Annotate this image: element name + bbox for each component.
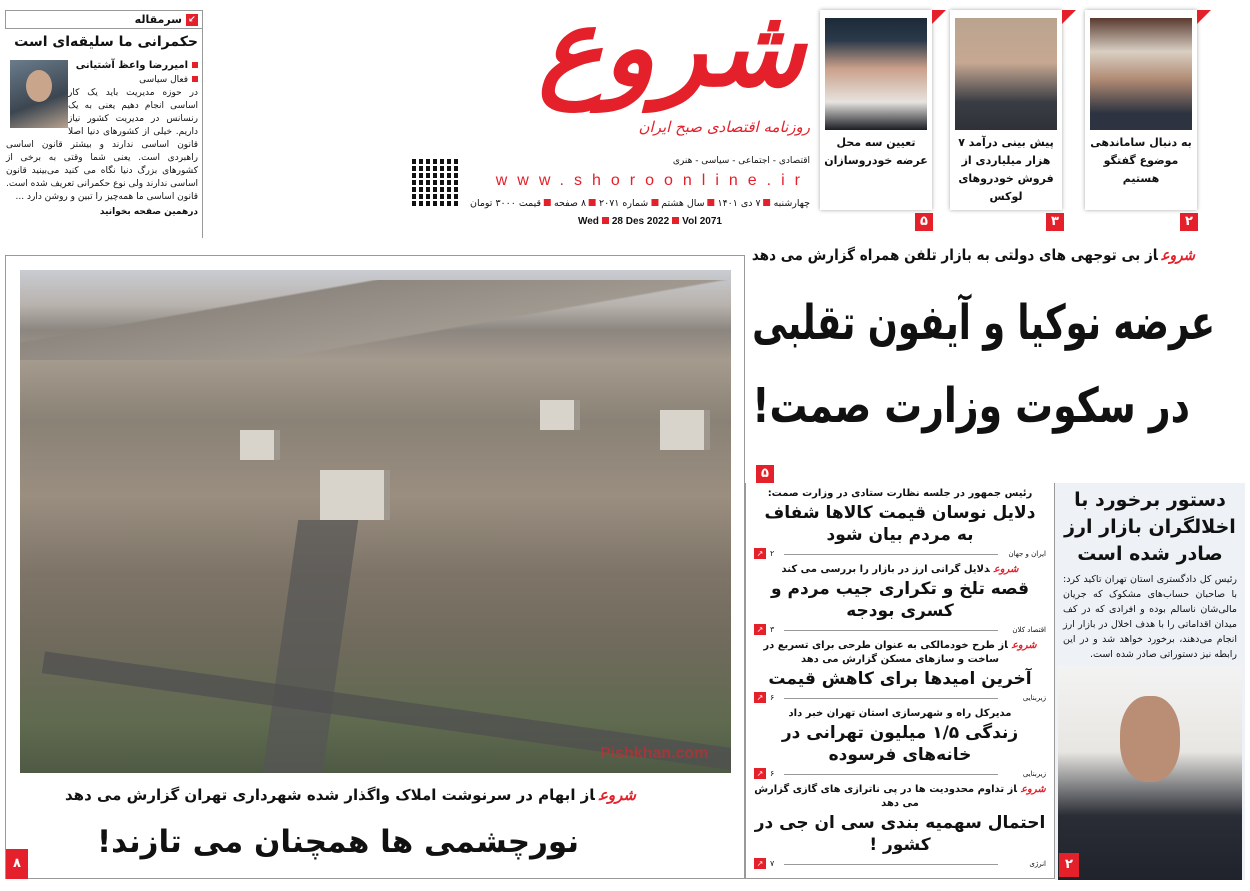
teaser-text: به دنبال ساماندهی موضوع گفتگو هستیم bbox=[1090, 136, 1192, 185]
slogan: روزنامه اقتصادی صبح ایران bbox=[638, 118, 810, 136]
news-headline[interactable]: قصه تلخ و تکراری جیب مردم و کسری بودجه bbox=[771, 579, 1029, 621]
editorial-role: فعال سیاسی bbox=[6, 73, 198, 87]
news-kicker: شروعدلایل گرانی ارز در بازار را بررسی می کند bbox=[781, 564, 1019, 575]
arrow-icon[interactable]: ↗ bbox=[754, 768, 766, 779]
news-footer: زیربنایی ۶ ↗ bbox=[754, 692, 1046, 704]
teaser-text: تعیین سه محل عرضه خودروسازان bbox=[824, 136, 928, 167]
teaser-text: پیش بینی درآمد ۷ هزار میلیاردی از فروش خودروهای لوکس bbox=[958, 136, 1054, 203]
page-badge: ۲ bbox=[1180, 213, 1198, 231]
corner-mark bbox=[1062, 10, 1076, 24]
page-badge: ۲ bbox=[1059, 853, 1079, 877]
corner-mark bbox=[1197, 10, 1211, 24]
lead-kicker: شروعاز بی توجهی های دولتی به بازار تلفن همراه گزارش می دهد bbox=[751, 246, 1195, 264]
issue-info-en: Wed 28 Des 2022 Vol 2071 bbox=[577, 216, 722, 227]
editorial-content bbox=[6, 58, 198, 217]
page-badge: ۵ bbox=[915, 213, 933, 231]
issue-info-fa: چهارشنبه۷ دی ۱۴۰۱سال هشتمشماره ۲۰۷۱۸ صفحهقیمت ۳۰۰۰ تومان bbox=[469, 198, 810, 209]
page-badge: ۵ bbox=[756, 465, 774, 483]
arrow-icon[interactable]: ↗ bbox=[754, 624, 766, 635]
side-story-body: رئیس کل دادگستری استان تهران تاکید کرد: با صاحبان حساب‌های مشکوک که جریان مالی‌شان ناسالم بوده و افرادی که در کف میدان اقداماتی را با هدف اخلال در بازار ارز انجام می‌دهند، برخورد خواهد شد و در این رابطه نیز دستوراتی صادر شده است. bbox=[1063, 574, 1237, 660]
teaser-photo bbox=[955, 18, 1057, 130]
categories: اقتصادی - اجتماعی - سیاسی - هنری bbox=[672, 156, 810, 166]
news-kicker: مدیرکل راه و شهرسازی استان تهران خبر داد bbox=[788, 708, 1012, 719]
qr-code-icon bbox=[412, 158, 460, 206]
news-footer: ایران و جهان ۲ ↗ bbox=[754, 548, 1046, 560]
side-story-headline[interactable]: دستور برخورد با اخلالگران بازار ارز صادر شده است bbox=[1064, 489, 1236, 565]
side-story bbox=[1055, 483, 1245, 880]
editorial-section: سرمقاله bbox=[134, 13, 182, 26]
arrow-icon: ↙ bbox=[186, 14, 198, 26]
news-headline[interactable]: آخرین امیدها برای کاهش قیمت bbox=[768, 669, 1032, 689]
lead-headline-line1[interactable]: عرضه نوکیا و آیفون تقلبی bbox=[752, 295, 1215, 351]
arrow-icon[interactable]: ↗ bbox=[754, 692, 766, 703]
editorial-header bbox=[5, 10, 203, 29]
editorial-body: رنسانس در مدیریت کشور نیاز داریم. خیلی از کشورهای دنیا اصلا قانون اساسی ندارند و بیشتر قانون اساسی راهبردی است. یعنی شما وقتی به برخی از کشورهای بزرگ دنیا نگاه می کنید می‌بینید قانون اساسی ندارند ولی نوع حکمرانی تعریف شده است. قانون اساسی ما همه‌چیز را تبین و روشن دارد ... bbox=[6, 114, 198, 202]
news-headline[interactable]: دلایل نوسان قیمت کالاها شفاف به مردم بیان شود bbox=[764, 503, 1036, 545]
photo-story-headline[interactable]: نورچشمی ها همچنان می تازند! bbox=[97, 824, 579, 860]
news-column bbox=[745, 483, 1055, 879]
arrow-icon[interactable]: ↗ bbox=[754, 548, 766, 559]
editorial-body-intro: در حوزه مدیریت باید یک کار اساسی انجام دهیم یعنی به یک bbox=[68, 88, 198, 111]
news-footer: اقتصاد کلان ۳ ↗ bbox=[754, 624, 1046, 636]
read-more-link[interactable]: درهمین صفحه بخوانید bbox=[99, 207, 198, 217]
news-headline[interactable]: احتمال سهمیه بندی سی ان جی در کشور ! bbox=[754, 813, 1046, 855]
teaser-card[interactable] bbox=[820, 10, 932, 210]
news-headline[interactable]: زندگی ۱/۵ میلیون تهرانی در خانه‌های فرسوده bbox=[781, 723, 1019, 765]
website-url[interactable]: www.shoroonline.ir bbox=[495, 172, 810, 189]
teaser-photo bbox=[1090, 18, 1192, 130]
arrow-icon[interactable]: ↗ bbox=[754, 858, 766, 869]
lead-headline-line2[interactable]: در سکوت وزارت صمت! bbox=[752, 378, 1190, 434]
photo-story-kicker: شروعاز ابهام در سرنوشت املاک واگذار شده شهرداری تهران گزارش می دهد bbox=[65, 786, 636, 804]
watermark: Pishkhan.com bbox=[600, 745, 709, 762]
teaser-card[interactable] bbox=[950, 10, 1062, 210]
author-photo bbox=[10, 60, 68, 128]
corner-mark bbox=[932, 10, 946, 24]
editorial-title[interactable]: حکمرانی ما سلیقه‌ای است bbox=[14, 34, 198, 50]
editorial-author: امیررضا واعظ آشتیانی bbox=[6, 58, 198, 73]
news-kicker: رئیس جمهور در جلسه نظارت ستادی در وزارت صمت: bbox=[767, 488, 1033, 499]
editorial-box bbox=[5, 10, 203, 238]
news-footer: زیربنایی ۶ ↗ bbox=[754, 768, 1046, 780]
teaser-photo bbox=[825, 18, 927, 130]
tehran-aerial-photo bbox=[20, 270, 731, 773]
page-badge: ۳ bbox=[1046, 213, 1064, 231]
teaser-card[interactable] bbox=[1085, 10, 1197, 210]
page-badge: ۸ bbox=[6, 849, 28, 879]
news-kicker: شروعاز طرح خودمالکی به عنوان طرحی برای تسریع در ساخت و سازهای مسکن گزارش می دهد bbox=[763, 640, 1037, 665]
news-footer: انرژی ۷ ↗ bbox=[754, 858, 1046, 870]
newspaper-logo[interactable]: شروع bbox=[538, 0, 805, 111]
photo-story bbox=[5, 255, 745, 879]
news-kicker: شروعاز تداوم محدودیت ها در پی ناترازی های گازی گزارش می دهد bbox=[754, 784, 1046, 809]
side-story-photo bbox=[1058, 666, 1242, 880]
